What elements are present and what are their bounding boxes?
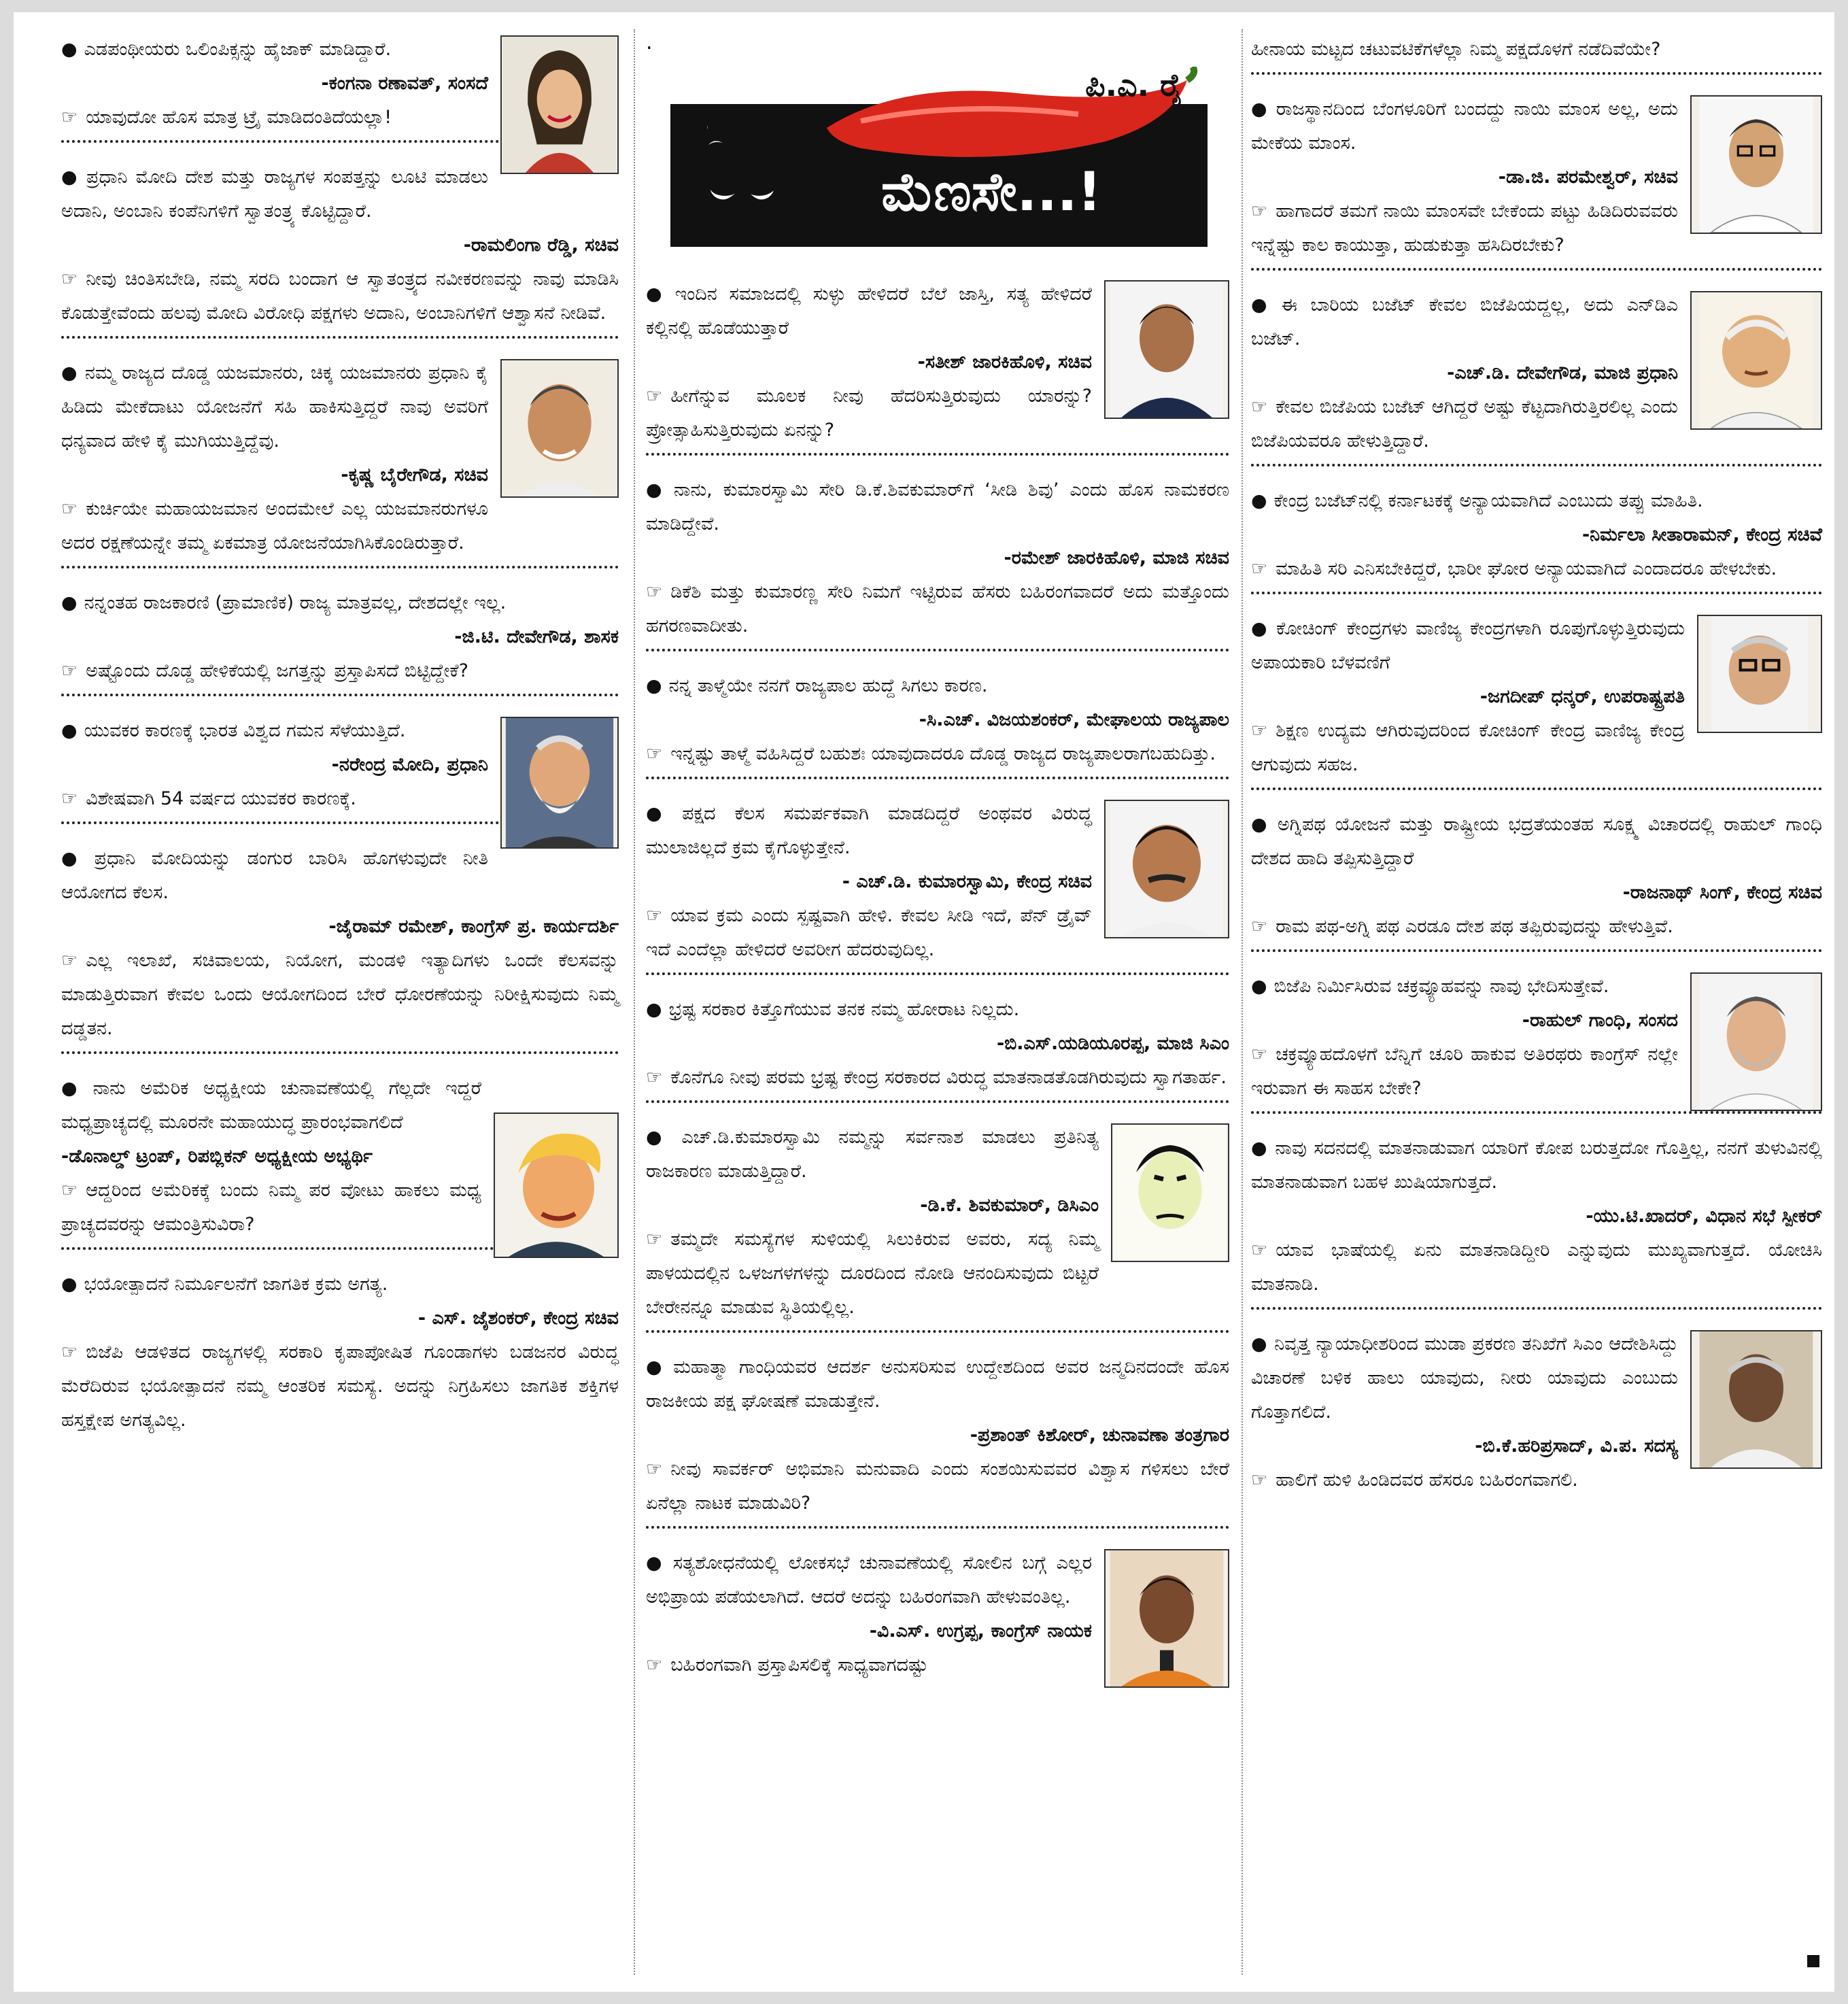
- reply-text: ಆದ್ದರಿಂದ ಅಮೆರಿಕಕ್ಕೆ ಬಂದು ನಿಮ್ಮ ಪರ ವೋಟು ಹಾಕಲು ಮಧ್ಯ ಪ್ರಾಚ್ಯದವರನ್ನು ಆಮಂತ್ರಿಸುವಿರಾ?: [61, 1180, 481, 1235]
- quote-item: [61, 1268, 619, 1443]
- quote-text: ನಾನು ಅಮೆರಿಕ ಅಧ್ಯಕ್ಷೀಯ ಚುನಾವಣೆಯಲ್ಲಿ ಗೆಲ್ಲದೇ ಇದ್ದರೆ ಮಧ್ಯಪ್ರಾಚ್ಯದಲ್ಲಿ ಮೂರನೇ ಮಹಾಯುದ್ಧ ಪ್ರಾರಂಭವಾಗಲಿದೆ: [61, 1078, 481, 1133]
- reply-text: ಮಾಹಿತಿ ಸರಿ ಎನಿಸಬೇಕಿದ್ದರೆ, ಭಾರೀ ಘೋರ ಅನ್ಯಾಯವಾಗಿದೆ ಎಂದಾದರೂ ಹೇಳಬೇಕು.: [1276, 558, 1777, 579]
- reply-text: ತಮ್ಮದೇ ಸಮಸ್ಯೆಗಳ ಸುಳಿಯಲ್ಲಿ ಸಿಲುಕಿರುವ ಅವರು, ಸದ್ಯ ನಿಮ್ಮ ಪಾಳಯದಲ್ಲಿನ ಒಳಜಗಳಗಳನ್ನು ದೂರದಿಂದ ನೋಡಿ ಆನಂದಿಸುವುದು ಬಿಟ್ಟರೆ ಬೇರೇನನ್ನೂ ಮಾಡುವ ಸ್ಥಿತಿಯಲ್ಲಿಲ್ಲ.: [646, 1229, 1099, 1318]
- quote-item: [61, 356, 619, 568]
- reply-text: ಎಲ್ಲ ಇಲಾಖೆ, ಸಚಿವಾಲಯ, ನಿಯೋಗ, ಮಂಡಳಿ ಇತ್ಯಾದಿಗಳು ಒಂದೇ ಕೆಲಸವನ್ನು ಮಾಡುತ್ತಿರುವಾಗ ಕೇವಲ ಒಂದು ಆಯೋಗದಿಂದ ಬೇರೆ ಧೋರಣೆಯನ್ನು ನಿರೀಕ್ಷಿಸುವುದು ನಿಮ್ಮ ದಡ್ಡತನ.: [61, 950, 619, 1039]
- quote-text: ಸತ್ಯಶೋಧನೆಯಲ್ಲಿ ಲೋಕಸಭೆ ಚುನಾವಣೆಯಲ್ಲಿ ಸೋಲಿನ ಬಗ್ಗೆ ಎಲ್ಲರ ಅಭಿಪ್ರಾಯ ಪಡೆಯಲಾಗಿದೆ. ಆದರೆ ಅದನ್ನು ಬಹಿರಂಗವಾಗಿ ಹೇಳುವಂತಿಲ್ಲ.: [646, 1552, 1093, 1608]
- pointing-hand-icon: ☞: [646, 905, 663, 926]
- speaker: -ಕಂಗನಾ ರಣಾವತ್, ಸಂಸದೆ: [321, 73, 488, 94]
- portrait-icon: [1106, 1550, 1228, 1686]
- quote-item: [1251, 612, 1822, 790]
- bullet-icon: ●: [1251, 814, 1271, 835]
- speaker: -ಬಿ.ಕೆ.ಹರಿಪ್ರಸಾದ್, ವಿ.ಪ. ಸದಸ್ಯ: [1475, 1436, 1678, 1457]
- quote-item: [1251, 484, 1822, 594]
- reply-text: ಡಿಕೆಶಿ ಮತ್ತು ಕುಮಾರಣ್ಣ ಸೇರಿ ನಿಮಗೆ ಇಟ್ಟಿರುವ ಹೆಸರು ಬಹಿರಂಗವಾದರೆ ಅದು ಮತ್ತೊಂದು ಹಗರಣವಾದೀತು.: [646, 581, 1229, 636]
- quote-item: [646, 993, 1229, 1103]
- reply-text: ಹೀನಾಯ ಮಟ್ಟದ ಚಟುವಟಿಕೆಗಳೆಲ್ಲಾ ನಿಮ್ಮ ಪಕ್ಷದೊಳಗೆ ನಡೆದಿವೆಯೇ?: [1251, 39, 1661, 60]
- bullet-icon: ●: [1251, 618, 1269, 639]
- quote-text: ಎಚ್.ಡಿ.ಕುಮಾರಸ್ವಾಮಿ ನಮ್ಮನ್ನು ಸರ್ವನಾಶ ಮಾಡಲು ಪ್ರತಿನಿತ್ಯ ರಾಜಕಾರಣ ಮಾಡುತ್ತಿದ್ದಾರೆ.: [646, 1127, 1099, 1182]
- portrait-ugrappa: [1104, 1549, 1229, 1688]
- quote-item: [61, 160, 619, 339]
- pointing-hand-icon: ☞: [646, 386, 663, 407]
- quote-item: [61, 842, 619, 1054]
- portrait-devegowda: [1690, 291, 1822, 430]
- bullet-icon: ●: [646, 675, 662, 696]
- portrait-icon: [1106, 801, 1228, 937]
- column-1: [61, 33, 619, 1461]
- quote-item: [61, 1072, 619, 1250]
- bullet-icon: ●: [646, 479, 668, 500]
- speaker: -ರಮೇಶ್ ಜಾರಕಿಹೊಳಿ, ಮಾಜಿ ಸಚಿವ: [1004, 547, 1229, 568]
- quote-item: [1251, 92, 1822, 271]
- pointing-hand-icon: ☞: [1251, 916, 1268, 937]
- bullet-icon: ●: [646, 1127, 675, 1148]
- quote-text: ಈ ಬಾರಿಯ ಬಜೆಟ್ ಕೇವಲ ಬಿಜೆಪಿಯದ್ದಲ್ಲ, ಅದು ಎನ್‌ಡಿಎ ಬಜೆಟ್.: [1251, 294, 1679, 350]
- pointing-hand-icon: ☞: [1251, 558, 1268, 579]
- reply-text: ಕೇವಲ ಬಿಜೆಪಿಯ ಬಜೆಟ್ ಆಗಿದ್ದರೆ ಅಷ್ಟು ಕೆಟ್ಟದಾಗಿರುತ್ತಿರಲಿಲ್ಲ ಎಂದು ಬಿಜೆಪಿಯವರೂ ಹೇಳುತ್ತಿದ್ದಾರೆ.: [1251, 396, 1678, 452]
- column-2: [646, 33, 1229, 1705]
- column-title: ಮೆಣಸೇ...!: [881, 162, 1102, 223]
- pointing-hand-icon: ☞: [1251, 720, 1268, 741]
- portrait-icon: [502, 360, 617, 496]
- quote-text: ಕೋಚಿಂಗ್ ಕೇಂದ್ರಗಳು ವಾಣಿಜ್ಯ ಕೇಂದ್ರಗಳಾಗಿ ರೂಪುಗೊಳ್ಳುತ್ತಿರುವುದು ಅಪಾಯಕಾರಿ ಬೆಳವಣಿಗೆ: [1251, 618, 1686, 673]
- author-name: ಪಿ.ಎ. ರೈ: [1085, 67, 1183, 103]
- speaker: -ನರೇಂದ್ರ ಮೋದಿ, ಪ್ರಧಾನಿ: [331, 754, 488, 775]
- reply-text: ಹಾಗಾದರೆ ತಮಗೆ ನಾಯಿ ಮಾಂಸವೇ ಬೇಕೆಂದು ಪಟ್ಟು ಹಿಡಿದಿರುವವರು ಇನ್ನೆಷ್ಟು ಕಾಲ ಕಾಯುತ್ತಾ, ಹುಡುಕುತ್ತಾ ಹಸಿದಿರಬೇಕು?: [1251, 201, 1678, 256]
- portrait-icon: [1692, 974, 1821, 1110]
- portrait-icon: [1692, 97, 1821, 233]
- reply-text: ಕೊನೆಗೂ ನೀವು ಪರಮ ಭ್ರಷ್ಟ ಕೇಂದ್ರ ಸರಕಾರದ ವಿರುದ್ಧ ಮಾತನಾಡತೊಡಗಿರುವುದು ಸ್ವಾಗತಾರ್ಹ.: [670, 1067, 1227, 1088]
- reply-text: ಶಿಕ್ಷಣ ಉದ್ಯಮ ಆಗಿರುವುದರಿಂದ ಕೋಚಿಂಗ್ ಕೇಂದ್ರ ವಾಣಿಜ್ಯ ಕೇಂದ್ರ ಆಗುವುದು ಸಹಜ.: [1251, 720, 1685, 775]
- portrait-icon: [1692, 1331, 1821, 1467]
- quote-text: ನಿವೃತ್ತ ನ್ಯಾಯಾಧೀಶರಿಂದ ಮುಡಾ ಪ್ರಕರಣ ತನಿಖೆಗೆ ಸಿಎಂ ಆದೇಶಿಸಿದ್ದು ವಿಚಾರಣೆ ಬಳಿಕ ಹಾಲು ಯಾವುದು, ನೀರು ಯಾವುದು ಎಂಬುದು ಗೊತ್ತಾಗಲಿದೆ.: [1251, 1334, 1678, 1423]
- bullet-icon: ●: [646, 1357, 667, 1378]
- reply-text: ಹೀಗೆನ್ನುವ ಮೂಲಕ ನೀವು ಹೆದರಿಸುತ್ತಿರುವುದು ಯಾರನ್ನು? ಪ್ರೋತ್ಸಾಹಿಸುತ್ತಿರುವುದು ಏನನ್ನು?: [646, 386, 1092, 441]
- lead-dot: .: [646, 31, 653, 54]
- reply-text: ಕುರ್ಚಿಯೇ ಮಹಾಯಜಮಾನ ಅಂದಮೇಲೆ ಎಲ್ಲ ಯಜಮಾನರುಗಳೂ ಅದರ ರಕ್ಷಣೆಯನ್ನೇ ತಮ್ಮ ಏಕಮಾತ್ರ ಯೋಜನೆಯಾಗಿಸಿಕೊಂಡಿರುತ್ತಾರೆ.: [61, 498, 488, 554]
- speaker: -ನಿರ್ಮಲಾ ಸೀತಾರಾಮನ್, ಕೇಂದ್ರ ಸಚಿವೆ: [1581, 524, 1822, 545]
- quote-item: [61, 586, 619, 696]
- speaker: - ಎಸ್. ಜೈಶಂಕರ್, ಕೇಂದ್ರ ಸಚಿವ: [417, 1308, 619, 1329]
- bullet-icon: ●: [646, 1552, 666, 1574]
- reply-text: ಯಾವುದೋ ಹೊಸ ಮಾತ್ರ ಟ್ರೈ ಮಾಡಿದಂತಿದೆಯಲ್ಲಾ!: [86, 107, 392, 128]
- quote-item: [1251, 970, 1822, 1114]
- column-divider: [634, 29, 635, 1975]
- bullet-icon: ●: [61, 720, 78, 741]
- portrait-icon: [502, 37, 617, 173]
- speaker: -ರಾಹುಲ್ ಗಾಂಧಿ, ಸಂಸದ: [1522, 1010, 1678, 1031]
- bullet-icon: ●: [1251, 976, 1267, 997]
- quote-text: ರಾಜಸ್ಥಾನದಿಂದ ಬೆಂಗಳೂರಿಗೆ ಬಂದದ್ದು ನಾಯಿ ಮಾಂಸ ಅಲ್ಲ, ಅದು ಮೇಕೆಯ ಮಾಂಸ.: [1251, 99, 1678, 154]
- pointing-hand-icon: ☞: [1251, 201, 1268, 222]
- bullet-icon: ●: [1251, 490, 1267, 511]
- pointing-hand-icon: ☞: [61, 660, 78, 681]
- bullet-icon: ●: [1251, 1138, 1269, 1159]
- bullet-icon: ●: [61, 167, 80, 188]
- quote-text: ಇಂದಿನ ಸಮಾಜದಲ್ಲಿ ಸುಳ್ಳು ಹೇಳಿದರೆ ಬೆಲೆ ಜಾಸ್ತಿ, ಸತ್ಯ ಹೇಳಿದರೆ ಕಲ್ಲಿನಲ್ಲಿ ಹೊಡೆಯುತ್ತಾರೆ: [646, 284, 1092, 339]
- bullet-icon: ●: [1251, 294, 1275, 316]
- speaker: -ಎಚ್.ಡಿ. ದೇವೇಗೌಡ, ಮಾಜಿ ಪ್ರಧಾನಿ: [1447, 362, 1678, 384]
- quote-text: ಬಿಜೆಪಿ ನಿರ್ಮಿಸಿರುವ ಚಕ್ರವ್ಯೂಹವನ್ನು ನಾವು ಭೇದಿಸುತ್ತೇವೆ.: [1273, 976, 1609, 997]
- quote-text: ಪ್ರಧಾನಿ ಮೋದಿಯನ್ನು ಡಂಗುರ ಬಾರಿಸಿ ಹೊಗಳುವುದೇ ನೀತಿ ಆಯೋಗದ ಕೆಲಸ.: [61, 848, 488, 903]
- pointing-hand-icon: ☞: [646, 743, 663, 764]
- speaker: -ಸಿ.ಎಚ್. ವಿಜಯಶಂಕರ್, ಮೇಘಾಲಯ ರಾಜ್ಯಪಾಲ: [919, 709, 1229, 730]
- bullet-icon: ●: [646, 999, 662, 1020]
- portrait-modi: [500, 717, 619, 849]
- portrait-hd-kumaraswamy: [1104, 800, 1229, 938]
- quote-text: ನಾವು ಸದನದಲ್ಲಿ ಮಾತನಾಡುವಾಗ ಯಾರಿಗೆ ಕೋಪ ಬರುತ್ತದೋ ಗೊತ್ತಿಲ್ಲ, ನನಗೆ ತುಳುವಿನಲ್ಲಿ ಮಾತನಾಡುವಾಗ ಬಹಳ ಖುಷಿಯಾಗುತ್ತದೆ.: [1251, 1138, 1822, 1193]
- pointing-hand-icon: ☞: [1251, 1240, 1268, 1261]
- quote-text: ಅಗ್ನಿಪಥ ಯೋಜನೆ ಮತ್ತು ರಾಷ್ಟ್ರೀಯ ಭದ್ರತೆಯಂತಹ ಸೂಕ್ಷ್ಮ ವಿಚಾರದಲ್ಲಿ ರಾಹುಲ್ ಗಾಂಧಿ ದೇಶದ ಹಾದಿ ತಪ್ಪಿಸುತ್ತಿದ್ದಾರೆ: [1251, 814, 1822, 869]
- reply-text: ನೀವು ಚಿಂತಿಸಬೇಡಿ, ನಮ್ಮ ಸರದಿ ಬಂದಾಗ ಆ ಸ್ವಾತಂತ್ರ್ಯದ ನವೀಕರಣವನ್ನು ನಾವು ಮಾಡಿಸಿ ಕೊಡುತ್ತೇವೆಂದು ಹಲವು ಮೋದಿ ವಿರೋಧಿ ಪಕ್ಷಗಳು ಅದಾನಿ, ಅಂಬಾನಿಗಳಿಗೆ ಆಶ್ವಾಸನೆ ನೀಡಿವೆ.: [61, 269, 619, 324]
- portrait-icon: [1106, 282, 1228, 418]
- bullet-icon: ●: [61, 1274, 78, 1295]
- column-divider: [1242, 29, 1243, 1975]
- portrait-krishna-byregowda: [500, 359, 619, 498]
- pointing-hand-icon: ☞: [646, 1459, 663, 1480]
- quote-item: [1251, 1132, 1822, 1310]
- quote-item: [646, 1546, 1229, 1688]
- portrait-icon: [495, 1114, 617, 1257]
- bullet-icon: ●: [1251, 99, 1269, 120]
- speaker: -ಡಿ.ಕೆ. ಶಿವಕುಮಾರ್, ಡಿಸಿಎಂ: [920, 1195, 1099, 1216]
- quote-item: [1251, 808, 1822, 952]
- bullet-icon: ●: [61, 592, 78, 613]
- portrait-trump: [494, 1113, 619, 1258]
- portrait-icon: [1698, 616, 1821, 732]
- pointing-hand-icon: ☞: [646, 1654, 663, 1676]
- quote-item: [646, 669, 1229, 779]
- reply-text: ಅಷ್ಟೊಂದು ದೊಡ್ಡ ಹೇಳಿಕೆಯಲ್ಲಿ ಜಗತ್ತನ್ನು ಪ್ರಸ್ತಾಪಿಸದೆ ಬಿಟ್ಟಿದ್ದೇಕೆ?: [86, 660, 468, 681]
- quote-text: ನಾನು, ಕುಮಾರಸ್ವಾಮಿ ಸೇರಿ ಡಿ.ಕೆ.ಶಿವಕುಮಾರ್‌ಗೆ ‘ಸೀಡಿ ಶಿವು’ ಎಂದು ಹೊಸ ನಾಮಕರಣ ಮಾಡಿದ್ದೇವೆ.: [646, 479, 1229, 534]
- bullet-icon: ●: [646, 284, 668, 305]
- pointing-hand-icon: ☞: [646, 1229, 663, 1250]
- speaker: - ಎಚ್.ಡಿ. ಕುಮಾರಸ್ವಾಮಿ, ಕೇಂದ್ರ ಸಚಿವ: [842, 871, 1092, 892]
- quote-text: ಭ್ರಷ್ಟ ಸರಕಾರ ಕಿತ್ತೊಗೆಯುವ ತನಕ ನಮ್ಮ ಹೋರಾಟ ನಿಲ್ಲದು.: [668, 999, 1020, 1020]
- speaker: -ರಾಮಲಿಂಗಾ ರೆಡ್ಡಿ, ಸಚಿವ: [463, 235, 619, 256]
- portrait-parameshwar: [1690, 95, 1822, 234]
- quote-item: [1251, 288, 1822, 466]
- speaker: -ಜಿ.ಟಿ. ದೇವೇಗೌಡ, ಶಾಸಕ: [454, 626, 619, 647]
- speaker: -ಸತೀಶ್ ಜಾರಕಿಹೊಳಿ, ಸಚಿವ: [917, 352, 1092, 373]
- reply-text: ಇನ್ನಷ್ಟು ತಾಳ್ಮೆ ವಹಿಸಿದ್ದರೆ ಬಹುಶಃ ಯಾವುದಾದರೂ ದೊಡ್ಡ ರಾಜ್ಯದ ರಾಜ್ಯಪಾಲರಾಗಬಹುದಿತ್ತು.: [670, 743, 1216, 764]
- bullet-icon: ●: [61, 848, 88, 869]
- speaker: -ಜೈರಾಮ್ ರಮೇಶ್, ಕಾಂಗ್ರೆಸ್ ಪ್ರ. ಕಾರ್ಯದರ್ಶಿ: [328, 916, 619, 937]
- quote-text: ಪ್ರಧಾನಿ ಮೋದಿ ದೇಶ ಮತ್ತು ರಾಜ್ಯಗಳ ಸಂಪತ್ತನ್ನು ಲೂಟಿ ಮಾಡಲು ಅದಾನಿ, ಅಂಬಾನಿ ಕಂಪೆನಿಗಳಿಗೆ ಸ್ವಾತಂತ್ರ್ಯ ಕೊಟ್ಟಿದ್ದಾರೆ.: [61, 167, 489, 222]
- quote-text: ನನ್ನಂತಹ ರಾಜಕಾರಣಿ (ಪ್ರಾಮಾಣಿಕ) ರಾಜ್ಯ ಮಾತ್ರವಲ್ಲ, ದೇಶದಲ್ಲೇ ಇಲ್ಲ.: [84, 592, 507, 613]
- portrait-rahul-gandhi: [1690, 972, 1822, 1111]
- pointing-hand-icon: ☞: [61, 107, 78, 128]
- speaker: -ಪ್ರಶಾಂತ್ ಕಿಶೋರ್, ಚುನಾವಣಾ ತಂತ್ರಗಾರ: [970, 1425, 1229, 1446]
- quote-item: [61, 714, 619, 824]
- logo-om: ಓ: [698, 83, 785, 233]
- pointing-hand-icon: ☞: [646, 581, 663, 602]
- portrait-kangana: [500, 35, 619, 174]
- quote-text: ಭಯೋತ್ಪಾದನೆ ನಿರ್ಮೂಲನೆಗೆ ಜಾಗತಿಕ ಕ್ರಮ ಅಗತ್ಯ.: [84, 1274, 388, 1295]
- reply-text: ಬಹಿರಂಗವಾಗಿ ಪ್ರಸ್ತಾಪಿಸಲಿಕ್ಕೆ ಸಾಧ್ಯವಾಗದಷ್ಟು: [670, 1654, 928, 1676]
- portrait-icon: [1692, 292, 1821, 428]
- portrait-icon: [502, 718, 617, 847]
- reply-text: ರಾಮ ಪಥ-ಅಗ್ನಿ ಪಥ ಎರಡೂ ದೇಶ ಪಥ ತಪ್ಪಿರುವುದನ್ನು ಹೇಳುತ್ತಿವೆ.: [1276, 916, 1673, 937]
- quote-item: [646, 1351, 1229, 1529]
- reply-text: ಹಾಲಿಗೆ ಹುಳಿ ಹಿಂಡಿದವರ ಹೆಸರೂ ಬಹಿರಂಗವಾಗಲಿ.: [1276, 1470, 1578, 1491]
- speaker: -ಬಿ.ಎಸ್.ಯಡಿಯೂರಪ್ಪ, ಮಾಜಿ ಸಿಎಂ: [996, 1033, 1229, 1054]
- speaker: -ಕೃಷ್ಣ ಬೈರೇಗೌಡ, ಸಚಿವ: [341, 464, 488, 486]
- bullet-icon: ●: [646, 803, 676, 824]
- portrait-satish-jarkiholi: [1104, 280, 1229, 419]
- quote-item: [646, 473, 1229, 651]
- pointing-hand-icon: ☞: [61, 1342, 78, 1363]
- bullet-icon: ●: [1251, 1334, 1268, 1355]
- portrait-icon: [1112, 1125, 1228, 1261]
- speaker: -ಡೊನಾಲ್ಡ್ ಟ್ರಂಪ್, ರಿಪಬ್ಲಿಕನ್ ಅಧ್ಯಕ್ಷೀಯ ಅಭ್ಯರ್ಥಿ: [61, 1146, 373, 1167]
- end-mark: [1807, 1955, 1819, 1967]
- quote-item: [646, 1121, 1229, 1333]
- quote-text: ಎಡಪಂಥೀಯರು ಒಲಿಂಪಿಕ್ಸನ್ನು ಹೈಜಾಕ್ ಮಾಡಿದ್ದಾರೆ.: [84, 39, 392, 60]
- reply-text: ಚಕ್ರವ್ಯೂಹದೊಳಗೆ ಬೆನ್ನಿಗೆ ಚೂರಿ ಹಾಕುವ ಅತಿರಥರು ಕಾಂಗ್ರೆಸ್ ನಲ್ಲೇ ಇರುವಾಗ ಈ ಸಾಹಸ ಬೇಕೇ?: [1251, 1044, 1678, 1099]
- pointing-hand-icon: ☞: [61, 269, 78, 290]
- reply-text: ನೀವು ಸಾವರ್ಕರ್ ಅಭಿಮಾನಿ ಮನುವಾದಿ ಎಂದು ಸಂಶಯಿಸುವವರ ವಿಶ್ವಾಸ ಗಳಿಸಲು ಬೇರೆ ಏನೆಲ್ಲಾ ನಾಟಕ ಮಾಡುವಿರಿ?: [646, 1459, 1229, 1514]
- bullet-icon: ●: [61, 362, 78, 384]
- speaker: -ಡಾ.ಜಿ. ಪರಮೇಶ್ವರ್, ಸಚಿವ: [1498, 167, 1678, 188]
- reply-text: ವಿಶೇಷವಾಗಿ 54 ವರ್ಷದ ಯುವಕರ ಕಾರಣಕ್ಕೆ.: [86, 788, 356, 809]
- quote-text: ಮಹಾತ್ಮಾ ಗಾಂಧಿಯವರ ಆದರ್ಶ ಅನುಸರಿಸುವ ಉದ್ದೇಶದಿಂದ ಅವರ ಜನ್ಮದಿನದಂದೇ ಹೊಸ ರಾಜಕೀಯ ಪಕ್ಷ ಘೋಷಣೆ ಮಾಡುತ್ತೇನೆ.: [646, 1357, 1230, 1412]
- column-logo: [670, 67, 1208, 250]
- pointing-hand-icon: ☞: [1251, 1044, 1268, 1065]
- portrait-hariprasad: [1690, 1330, 1822, 1469]
- pointing-hand-icon: ☞: [646, 1067, 663, 1088]
- quote-item: [1251, 1327, 1822, 1503]
- reply-text: ಬಿಜೆಪಿ ಆಡಳಿತದ ರಾಜ್ಯಗಳಲ್ಲಿ ಸರಕಾರಿ ಕೃಪಾಪೋಷಿತ ಗೂಂಡಾಗಳು ಬಡಜನರ ವಿರುದ್ಧ ಮೆರೆದಿರುವ ಭಯೋತ್ಪಾದನೆ ನಮ್ಮ ಆಂತರಿಕ ಸಮಸ್ಯೆ. ಅದನ್ನು ನಿಗ್ರಹಿಸಲು ಜಾಗತಿಕ ಶಕ್ತಿಗಳ ಹಸ್ತಕ್ಷೇಪ ಅಗತ್ಯವಿಲ್ಲ.: [61, 1342, 619, 1431]
- speaker: -ವಿ.ಎಸ್. ಉಗ್ರಪ್ಪ, ಕಾಂಗ್ರೆಸ್ ನಾಯಕ: [869, 1620, 1092, 1642]
- quote-text: ಪಕ್ಷದ ಕೆಲಸ ಸಮರ್ಪಕವಾಗಿ ಮಾಡದಿದ್ದರೆ ಅಂಥವರ ವಿರುದ್ಧ ಮುಲಾಜಿಲ್ಲದೆ ಕ್ರಮ ಕೈಗೊಳ್ಳುತ್ತೇನೆ.: [646, 803, 1092, 858]
- quote-text: ನನ್ನ ತಾಳ್ಮೆಯೇ ನನಗೆ ರಾಜ್ಯಪಾಲ ಹುದ್ದೆ ಸಿಗಲು ಕಾರಣ.: [668, 675, 988, 696]
- bullet-icon: ●: [61, 39, 78, 60]
- continued-reply: [1251, 33, 1822, 75]
- quote-item: [61, 33, 619, 143]
- quote-item: [646, 797, 1229, 975]
- quote-text: ನಮ್ಮ ರಾಜ್ಯದ ದೊಡ್ಡ ಯಜಮಾನರು, ಚಿಕ್ಕ ಯಜಮಾನರು ಪ್ರಧಾನಿ ಕೈ ಹಿಡಿದು ಮೇಕೆದಾಟು ಯೋಜನೆಗೆ ಸಹಿ ಹಾಕಿಸುತ್ತಿದ್ದರೆ ನಾವು ಅವರಿಗೆ ಧನ್ಯವಾದ ಹೇಳಿ ಕೈ ಮುಗಿಯುತ್ತಿದ್ದೆವು.: [61, 362, 488, 452]
- portrait-dhankhar: [1697, 615, 1822, 733]
- pointing-hand-icon: ☞: [61, 1180, 78, 1201]
- newspaper-page: [14, 12, 1834, 1992]
- pointing-hand-icon: ☞: [1251, 1470, 1268, 1491]
- speaker: -ಯು.ಟಿ.ಖಾದರ್, ವಿಧಾನ ಸಭೆ ಸ್ಪೀಕರ್: [1586, 1206, 1822, 1227]
- bullet-icon: ●: [61, 1078, 86, 1099]
- quote-item: [646, 277, 1229, 456]
- reply-text: ಯಾವ ಕ್ರಮ ಎಂದು ಸ್ಪಷ್ಟವಾಗಿ ಹೇಳಿ. ಕೇವಲ ಸೀಡಿ ಇದೆ, ಪೆನ್ ಡ್ರೈವ್ ಇದೆ ಎಂದೆಲ್ಲಾ ಹೇಳಿದರೆ ಅವರೀಗ ಹೆದರುವುದಿಲ್ಲ.: [646, 905, 1092, 960]
- speaker: -ರಾಜನಾಥ್ ಸಿಂಗ್, ಕೇಂದ್ರ ಸಚಿವ: [1622, 882, 1822, 903]
- quote-text: ಕೇಂದ್ರ ಬಜೆಟ್‌ನಲ್ಲಿ ಕರ್ನಾಟಕಕ್ಕೆ ಅನ್ಯಾಯವಾಗಿದೆ ಎಂಬುದು ತಪ್ಪು ಮಾಹಿತಿ.: [1273, 490, 1703, 511]
- speaker: -ಜಗದೀಪ್ ಧನ್ಕರ್, ಉಪರಾಷ್ಟ್ರಪತಿ: [1479, 686, 1685, 707]
- quote-text: ಯುವಕರ ಕಾರಣಕ್ಕೆ ಭಾರತ ವಿಶ್ವದ ಗಮನ ಸೆಳೆಯುತ್ತಿದೆ.: [84, 720, 406, 741]
- column-3: [1251, 33, 1822, 1521]
- pointing-hand-icon: ☞: [61, 950, 78, 971]
- portrait-dk-shivakumar: [1111, 1123, 1229, 1262]
- reply-text: ಯಾವ ಭಾಷೆಯಲ್ಲಿ ಏನು ಮಾತನಾಡಿದ್ದೀರಿ ಎನ್ನುವುದು ಮುಖ್ಯವಾಗುತ್ತದೆ. ಯೋಚಿಸಿ ಮಾತನಾಡಿ.: [1251, 1240, 1822, 1295]
- pointing-hand-icon: ☞: [1251, 396, 1268, 418]
- pointing-hand-icon: ☞: [61, 498, 78, 520]
- pointing-hand-icon: ☞: [61, 788, 78, 809]
